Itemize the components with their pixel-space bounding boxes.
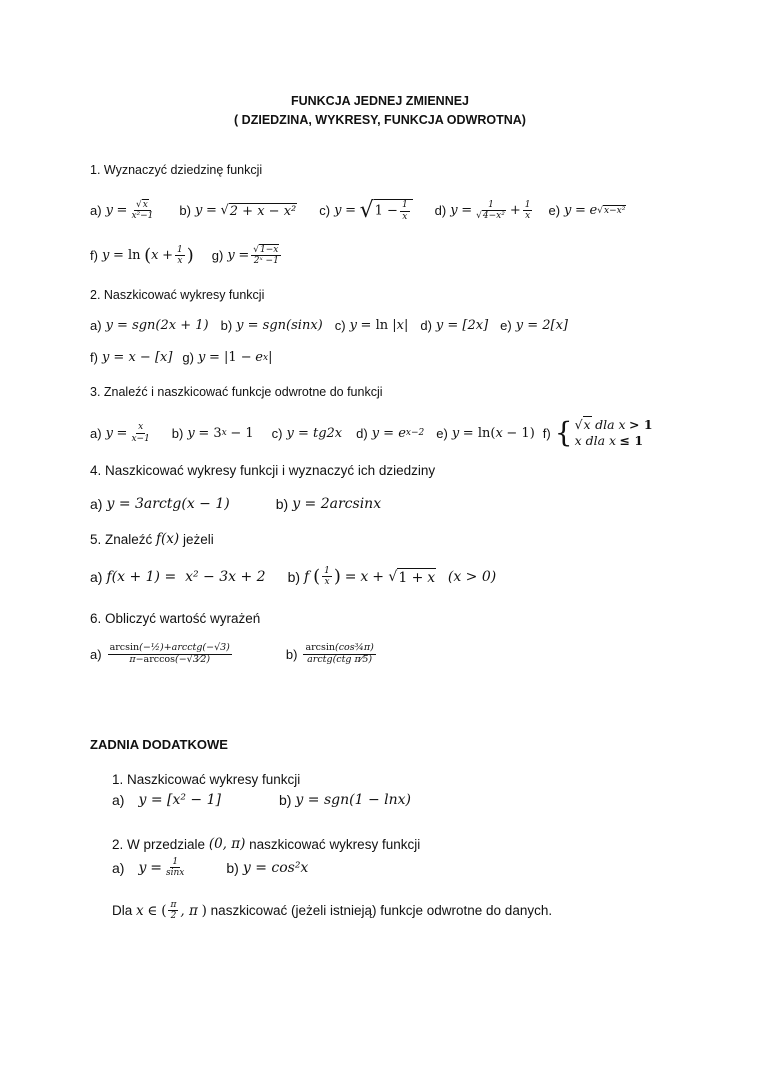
q1-f-label: f)	[90, 248, 98, 264]
q3-f: f) { √x dla x > 1 x dla x ≤ 1	[542, 415, 653, 449]
q4-b: b) y = 2arcsinx	[275, 496, 382, 512]
extra-item1-b: b) y = sgn(1 − lnx)	[278, 792, 411, 808]
q1-e-label: e)	[548, 203, 561, 218]
extra-item2-a: a) y = $\frac{1}{\sin x}$	[112, 857, 185, 879]
q3-d: d) y = e x−2	[356, 425, 425, 441]
q1-g-label: g)	[211, 248, 224, 264]
q3-heading: 3. Znaleźć i naszkicować funkcje odwrotne do funkcji	[90, 385, 383, 399]
q2-a-label: a)	[90, 318, 102, 333]
q5-b-label: b)	[287, 568, 301, 585]
q3-b-label: b)	[171, 425, 184, 441]
extra-item2: 2. W przedziale (0, π) naszkicować wykresy funkcji	[112, 836, 421, 852]
extra-item1-a: a) y = [x² − 1]	[112, 792, 221, 808]
q1-row2	[90, 245, 283, 267]
q1-heading: 1. Wyznaczyć dziedzinę funkcji	[90, 163, 263, 177]
q3-e-label: e)	[436, 425, 448, 441]
q2-row2	[90, 350, 272, 365]
q2-c: c) y = ln | x |	[334, 318, 409, 333]
extra-item1: 1. Naszkicować wykresy funkcji	[112, 772, 301, 787]
q2-heading: 2. Naszkicować wykresy funkcji	[90, 288, 265, 302]
q2-b-label: b)	[220, 318, 233, 333]
document-title-line1: FUNKCJA JEDNEJ ZMIENNEJ	[290, 94, 470, 108]
extra-final-post: naszkicować (jeżeli istnieją) funkcje odwrotne do danych.	[210, 903, 553, 919]
extra-final-pre: Dla	[112, 903, 133, 919]
q3-f-label: f)	[542, 425, 551, 441]
q1-g: g) y = $\frac{√1-x}{\text{2ˣ −1}}$	[212, 245, 284, 267]
q6-a-label: a)	[90, 646, 102, 662]
q3-a-label: a)	[90, 425, 102, 441]
q2-g-label: g)	[182, 350, 194, 365]
q3-c: c) y = tg2x	[271, 425, 343, 441]
extra-final: Dla x ∈ ( $\frac{\pi}{2}$ , π ) naszkicować (jeżeli istnieją) funkcje odwrotne do danych.	[112, 900, 553, 922]
extra-item2-pre: 2. W przedziale	[112, 836, 206, 852]
q1-row1	[90, 198, 626, 223]
q1-b: b) y = √ 2 + x − x²	[179, 203, 297, 219]
q6-b-label: b)	[285, 646, 298, 662]
q1-b-label: b)	[179, 203, 191, 218]
q3-row1	[90, 417, 653, 449]
q3-c-label: c)	[271, 425, 283, 441]
q1-d: d) y = $\frac{1}{\text{√4−x²}}$ + $\frac{1}{x}$	[434, 199, 531, 221]
q4-b-label: b)	[275, 496, 289, 512]
q1-e: e) y = e √x−x²	[548, 203, 626, 218]
q2-g: g) y = |1 − e x |	[182, 350, 273, 365]
q2-d: d) y = [2x]	[420, 318, 489, 333]
q3-a: a) y = $\frac{x}{x-1}$	[90, 422, 150, 444]
q2-f-label: f)	[90, 350, 98, 365]
q5-a: a) f(x + 1) = x² − 3x + 2	[90, 568, 266, 585]
extra-heading: ZADNIA DODATKOWE	[90, 737, 228, 752]
q6-heading: 6. Obliczyć wartość wyrażeń	[90, 611, 261, 626]
q2-d-label: d)	[420, 318, 432, 333]
q5-heading: 5. Znaleźć f(x) jeżeli	[90, 531, 214, 547]
q1-f: f) y = ln ( x + $\frac{1}{x}$ )	[90, 245, 194, 267]
extra-item2-row	[112, 857, 308, 879]
extra-item1-row	[112, 792, 411, 808]
q4-a: a) y = 3arctg(x − 1)	[90, 496, 230, 512]
q1-c-label: c)	[319, 203, 331, 218]
q2-b: b) y = sgn(sinx)	[220, 318, 323, 333]
q5-a-label: a)	[90, 568, 103, 585]
q2-e: e) y = 2[x]	[500, 318, 568, 333]
q2-e-label: e)	[500, 318, 512, 333]
extra-item2-b-label: b)	[226, 859, 239, 876]
q3-d-label: d)	[356, 425, 368, 441]
q5-b: b) f ( $\frac{1}{x}$ ) = x + √ 1 + x (x > 0)	[287, 566, 497, 588]
q3-b: b) y = 3 x − 1	[171, 425, 254, 441]
extra-item2-post: naszkicować wykresy funkcji	[249, 836, 421, 852]
q2-row1	[90, 318, 568, 333]
q3-e: e) y = ln( x − 1)	[436, 425, 535, 441]
q1-a: a) y = $\frac{√x}{\text{x²−1}}$	[90, 199, 154, 221]
q2-c-label: c)	[334, 318, 346, 333]
q4-a-label: a)	[90, 496, 103, 512]
q4-row	[90, 496, 381, 512]
extra-item2-a-label: a)	[112, 859, 125, 876]
q6-a: a) $\frac{\text{arcsin(−½)+arcctg(−√3)}}{\pi-\arccos(-√3⁄2)}$	[90, 642, 230, 665]
q1-d-label: d)	[434, 203, 447, 218]
q2-a: a) y = sgn(2x + 1)	[90, 318, 209, 333]
extra-item2-b: b) y = cos²x	[226, 859, 309, 876]
q1-c: c) y = √ 1 − $\frac{1}{x}$	[319, 198, 412, 223]
extra-item1-b-label: b)	[278, 792, 292, 808]
q2-f: f) y = x − [x]	[90, 350, 173, 365]
document-title-line2: ( DZIEDZINA, WYKRESY, FUNKCJA ODWROTNA)	[234, 113, 526, 127]
q4-heading: 4. Naszkicować wykresy funkcji i wyznaczyć ich dziedziny	[90, 463, 436, 478]
q5-heading-post: jeżeli	[182, 531, 214, 547]
q5-heading-pre: 5. Znaleźć	[90, 531, 153, 547]
q6-b: b) $\frac{\text{arcsin(cos¾π)}}{\text{arctg(ctg π⁄5)}}$	[285, 642, 374, 665]
q5-row	[90, 566, 496, 588]
q1-a-label: a)	[90, 203, 102, 218]
q6-row	[90, 643, 378, 666]
extra-item1-a-label: a)	[112, 792, 125, 808]
